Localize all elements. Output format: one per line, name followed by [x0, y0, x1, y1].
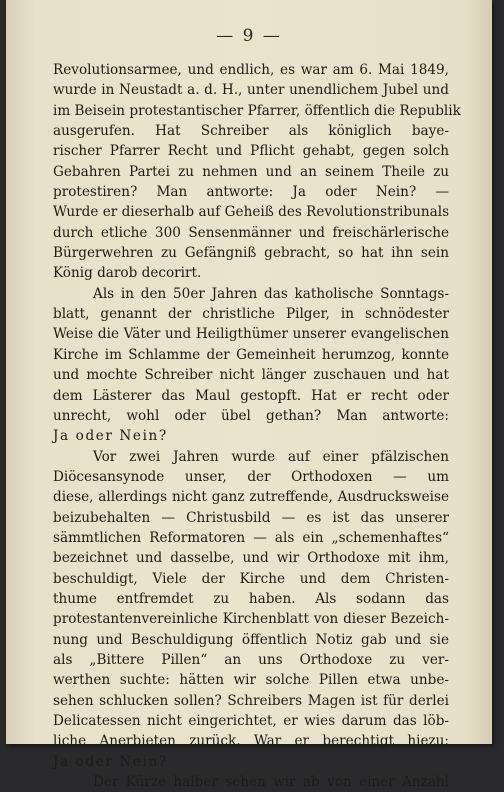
text-line: Der Kürze halber sehen wir ab von einer Anzahl — [93, 774, 449, 791]
text-line: als „Bittere Pillen“ an uns Orthodoxe zu ver- — [53, 651, 449, 668]
text-line: sämmtlichen Reformatoren — als ein „schemenhaftes“ — [53, 529, 449, 546]
text-line: rischer Pfarrer Recht und Pflicht gehabt, gegen solch — [53, 143, 449, 160]
body-text — [53, 60, 461, 792]
text-line: beizubehalten — Christusbild — es ist das unserer — [53, 509, 449, 526]
text-line: thume entfremdet zu haben. Als sodann das — [53, 590, 449, 607]
text-line: protestiren? Man antworte: Ja oder Nein? — — [53, 184, 449, 201]
text-line: Vor zwei Jahren wurde auf einer pfälzischen — [93, 448, 449, 465]
text-line: dem Lästerer das Maul gestopft. Hat er recht oder — [53, 387, 449, 404]
text-line: Ja oder Nein? — [53, 753, 168, 770]
text-line: Als in den 50er Jahren das katholische Sonntags- — [93, 285, 449, 302]
text-line: Kirche im Schlamme der Gemeinheit herumzog, konnte — [53, 346, 449, 363]
text-line: wurde in Neustadt a. d. H., unter unendlichem Jubel und — [53, 82, 449, 99]
text-line: ausgerufen. Hat Schreiber als königlich baye- — [53, 123, 449, 140]
text-line: Delicatessen nicht eingerichtet, er wies darum das löb- — [53, 713, 449, 729]
text-line: und mochte Schreiber nicht länger zuschauen und hat — [53, 367, 449, 384]
text-line: liche Anerbieten zurück. War er berechtigt hiezu: — [53, 733, 449, 750]
text-line: nung und Beschuldigung öffentlich Notiz gab und sie — [53, 631, 449, 648]
text-line: beschuldigt, Viele der Kirche und dem Christen- — [53, 570, 449, 587]
text-line: Diöcesansynode unser, der Orthodoxen — um — [53, 468, 449, 485]
text-line: im Beisein protestantischer Pfarrer, öffentlich die Republik — [53, 102, 461, 119]
text-line: Gebahren Partei zu nehmen und an seinem Theile zu — [53, 163, 449, 180]
text-line: unrecht, wohl oder übel gethan? Man antworte: — [53, 407, 449, 424]
page-number: — 9 — — [216, 26, 282, 46]
text-line: blatt, genannt der christliche Pilger, in schnödester — [53, 306, 449, 323]
book-page — [6, 0, 492, 791]
text-line: König darob decorirt. — [53, 265, 202, 282]
text-line: Wurde er dieserhalb auf Geheiß des Revolutionstribunals — [53, 204, 450, 221]
text-line: durch etliche 300 Sensenmänner und freischärlerische — [53, 224, 449, 241]
text-line: diese, allerdings nicht ganz zutreffende, Ausdrucksweise — [53, 489, 449, 506]
text-line: Revolutionsarmee, und endlich, es war am 6. Mai 1849, — [53, 62, 449, 78]
text-line: sehen schlucken sollen? Schreibers Magen ist für derlei — [53, 692, 449, 709]
text-line: werthen suchte: hätten wir solche Pillen etwa unbe- — [53, 672, 449, 689]
text-line: protestantenvereinliche Kirchenblatt von dieser Bezeich- — [53, 611, 449, 628]
text-line: Weise die Väter und Heiligthümer unserer evangelischen — [53, 326, 449, 343]
text-line: Bürgerwehren zu Gefängniß gebracht, so hat ihn sein — [53, 245, 449, 262]
text-line: Ja oder Nein? — [53, 428, 168, 445]
text-line: bezeichnet und dasselbe, und wir Orthodoxe mit ihm, — [53, 550, 449, 567]
